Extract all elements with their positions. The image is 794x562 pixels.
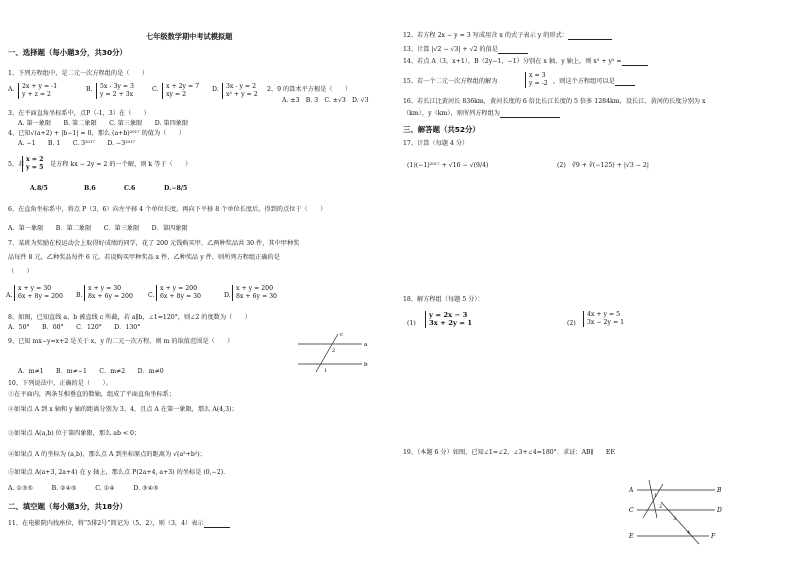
label-D: D <box>717 507 722 514</box>
q16-text-b: （km），y（km），则所列方程组为 <box>403 110 560 118</box>
q4-text: 4、已知√(a+2) + |b−1| = 0，那么 (a+b)²⁰¹⁷ 的值为（ ） <box>8 130 185 137</box>
q12-text: 12、若方程 2x − y = 3 写成用含 x 的式子表示 y 的形式： <box>403 32 612 40</box>
q7-c-label: C. <box>148 292 155 299</box>
q15-system: x = 3 y = -2 <box>525 72 548 88</box>
q7-b-system: x + y = 30 8x + 6y = 200 <box>84 285 133 301</box>
label-E: E <box>629 533 634 540</box>
q17-text: 17、计算（每题 4 分） <box>403 140 469 147</box>
q10-item-2: ②如果点 A 到 x 轴和 y 轴的距离分别为 3、4，且点 A 在第一象限，那么 A(4,3)； <box>8 406 238 413</box>
q14-blank[interactable] <box>622 59 648 66</box>
q18-1-label: (1) <box>407 320 416 327</box>
q5-a: A.8/5 <box>30 185 48 192</box>
q7-d-label: D. <box>224 292 231 299</box>
q6-text: 6、在直角坐标系中，将点 P（3，6）向左平移 4 个单位长度，再向下平移 8 个单位长度后，得到的点位于（ ） <box>8 206 327 213</box>
q18-1-system: y = 2x − 3 3x + 2y = 1 <box>425 311 472 328</box>
label-B: B <box>717 487 722 494</box>
q7-a-label: A. <box>6 292 13 299</box>
q4-options: A. −1 B. 1 C. 3²⁰¹⁷ D. −3²⁰¹⁷ <box>18 140 136 147</box>
label-angle-1: 1 <box>324 368 328 374</box>
q8-text: 8、如图，已知直线 a，b 被直线 c 所截，若 a∥b，∠1=120°，则∠2 的度数为（ ） <box>8 314 251 321</box>
q7-text-c: （ ） <box>8 268 33 275</box>
q5-c: C.6 <box>124 185 136 192</box>
q14-text: 14、若点 A（3，x+1），B（2y−1，−1）分别在 x 轴，y 轴上，则 x² + y² = <box>403 58 648 66</box>
q17-part-1: (1)(−1)²⁰¹⁷ + √16 − √(9/4) <box>407 162 489 169</box>
q7-d-system: x + y = 200 8x + 6y = 30 <box>232 285 277 301</box>
label-C: C <box>629 507 634 514</box>
q6-options: A．第一象限 B．第二象限 C．第三象限 D．第四象限 <box>8 225 188 232</box>
label-c: c <box>340 332 344 338</box>
section-choice: 一、选择题（每小题3分，共30分） <box>8 48 127 57</box>
q1-a-label: A. <box>8 86 15 93</box>
q1-b-system: 5x - 3y = 3 y = 2 + 3x <box>96 83 134 99</box>
q13-blank[interactable] <box>498 47 528 54</box>
q15-blank[interactable] <box>615 79 635 86</box>
q10-item-1: ①在平面内，两条互相垂直的数轴，组成了平面直角坐标系； <box>8 391 176 398</box>
q16-text: 16、若长江比黄河长 836km，黄河长度的 6 倍比长江长度的 5 倍多 1284km，设长江、黄河的长度分别为 x <box>403 98 706 105</box>
q1-b-label: B. <box>86 86 93 93</box>
q19-text: 19、（本题 6 分）如图，已知∠1=∠2，∠3+∠4=180°．求证：AB∥ EF. <box>403 449 616 456</box>
q10-item-5: ⑤如果点 A(a+3, 2a+4) 在 y 轴上，那么点 P(2a+4, a+3) 的坐标是 (0,−2)． <box>8 469 230 476</box>
q2-text: 2、9 的算术平方根是（ ） <box>267 86 352 93</box>
q18-2-label: (2) <box>567 320 576 327</box>
q15-text-a: 15、若一个二元一次方程组的解为 <box>403 78 498 85</box>
q11-text: 11、在电影院内找座位，将“5排2号”简记为（5，2），则（3，4）表示 <box>8 520 230 528</box>
label-angle-2: 2 <box>332 348 336 354</box>
section-fill: 二、填空题（每小题3分，共18分） <box>8 502 127 511</box>
q19-figure <box>625 478 735 548</box>
label-b: b <box>364 362 368 368</box>
q1-c-system: x + 2y = 7 xy = 2 <box>162 83 199 99</box>
q9-options: A．m≠1 B．m≠−1 C．m≠2 D．m≠0 <box>18 368 164 375</box>
q2-options: A. ±3 B. 3 C. ±√3 D. √3 <box>282 97 369 104</box>
q1-d-system: 3x - y = 2 x² + y = 2 <box>222 83 258 99</box>
label-m4: 4 <box>687 530 691 536</box>
q10-text: 10、下列说法中，正确的是（ ）。 <box>8 380 112 387</box>
q1-a-system: 2x + y = -1 y + z = 2 <box>18 83 57 99</box>
q18-2-system: 4x + y = 5 3x − 2y = 1 <box>583 311 624 327</box>
label-A: A <box>629 487 634 494</box>
q9-text: 9、已知 mx−y=x+2 是关于 x、y 的二元一次方程，则 m 的取值范围是（ ） <box>8 338 234 345</box>
q5-system: x = 2 y = 5 <box>22 156 44 172</box>
q18-text: 18、解方程组（每题 5 分）： <box>403 296 484 303</box>
section-answer: 三、解答题（共52分） <box>403 125 480 134</box>
q10-options: A. ①③⑤ B. ②④⑤ C. ①④ D. ③④⑤ <box>8 485 159 492</box>
q3-text: 3、在平面直角坐标系中，点P（-1，3）在（ ） <box>8 110 150 117</box>
q11-blank[interactable] <box>204 521 230 528</box>
q7-text-b: 品每件 8 元，乙种奖品每件 6 元。若设购买甲种奖品 x 件，乙种奖品 y 件，则所列方程组正确的是 <box>8 254 280 261</box>
q7-b-label: B. <box>76 292 83 299</box>
q5-d: D.−8/5 <box>164 185 188 192</box>
q7-c-system: x + y = 200 6x + 8y = 30 <box>156 285 201 301</box>
q17-part-2: (2) ∛9 + ∛(−125) + |√3 − 2| <box>557 162 649 169</box>
q10-item-3: ③如果点 A(a,b) 位于第四象限，那么 ab < 0； <box>8 430 141 437</box>
label-m3: 3 <box>673 516 677 522</box>
page-title: 七年级数学期中考试模拟题 <box>146 32 233 41</box>
q1-text: 1、下列方程组中，是二元一次方程组的是（ ） <box>8 70 149 77</box>
label-m2: 2 <box>659 504 663 510</box>
q8-options: A．50° B．60° C．120° D．130° <box>8 324 141 331</box>
q1-d-label: D. <box>212 86 219 93</box>
label-F: F <box>711 533 716 540</box>
q5-text-b: 是方程 kx − 2y = 2 的一个解，则 k 等于（ ） <box>50 161 192 168</box>
q8-figure <box>290 330 370 376</box>
q5-b: B.6 <box>84 185 96 192</box>
q15-text-b: ，则这个方程组可以是 <box>553 78 635 86</box>
q5-text-a: 5、若 <box>8 161 25 168</box>
q7-text: 7、某班为奖励在校运动会上取得好成绩的同学，花了 200 元钱购买甲、乙两种奖品共 30 件，其中甲种奖 <box>8 240 300 247</box>
q13-text: 13、计算 |√2 − √3| + √2 的值是 <box>403 46 528 54</box>
q12-blank[interactable] <box>568 33 612 40</box>
q7-a-system: x + y = 30 6x + 8y = 200 <box>14 285 63 301</box>
label-a: a <box>364 342 368 348</box>
q1-c-label: C. <box>152 86 159 93</box>
q10-item-4: ④如果点 A 的坐标为 (a,b)，那么点 A 到坐标原点的距离为 √(a²+b²)； <box>8 451 206 458</box>
q3-options: A. 第一象限 B. 第二象限 C. 第三象限 D. 第四象限 <box>18 120 189 127</box>
q16-blank[interactable] <box>500 111 560 118</box>
label-m1: 1 <box>654 493 658 499</box>
